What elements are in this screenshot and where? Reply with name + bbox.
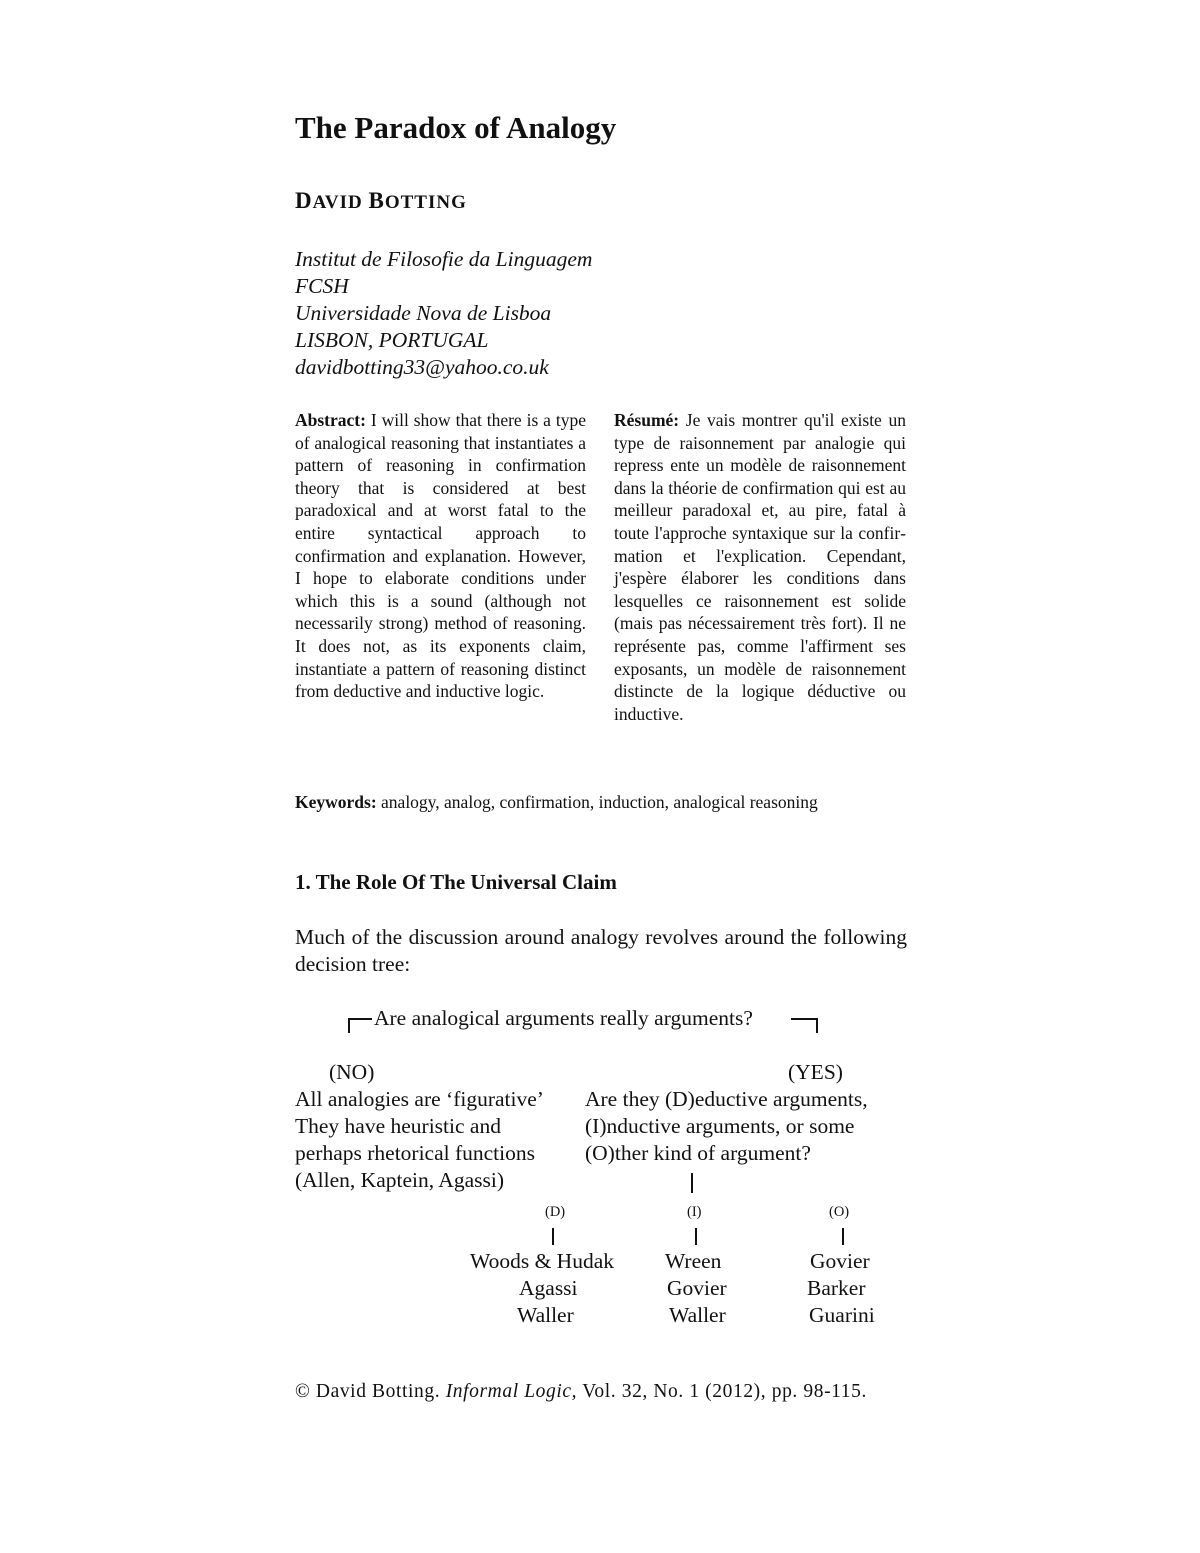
tree-branch-name: Govier [810, 1249, 870, 1273]
tree-branch-name: Govier [667, 1276, 727, 1300]
tree-branch-name: Waller [517, 1303, 574, 1327]
journal-name: Informal Logic, [445, 1381, 578, 1402]
body-paragraph: Much of the discussion around analogy revolves around the following decision tree: [295, 925, 907, 976]
paper-title: The Paradox of Analogy [295, 110, 617, 145]
tree-yes-line: Are they (D)eductive arguments, [585, 1087, 868, 1111]
tree-yes-label: (YES) [788, 1060, 843, 1084]
keywords [295, 792, 818, 813]
abstract-text: I will show that there is a type of analogical reasoning that instantiates a pattern of reasoning in confirmation theory that is considered at best paradoxical and at worst fatal to the entire syntactical approach to confirmation and explanation. However, I hope to elaborate conditions under which this is a sound (although not necessarily strong) method of reasoning. It does not, as its exponents claim, instantiate a pattern of reasoning distinct from deductive and inductive logic. [295, 410, 586, 702]
tree-line [695, 1228, 697, 1245]
keywords-text: analogy, analog, confirmation, induction, analogical reasoning [381, 792, 818, 812]
tree-root-question: Are analogical arguments really arguments? [374, 1006, 753, 1030]
tree-line [348, 1018, 350, 1033]
tree-yes-line: (O)ther kind of argument? [585, 1141, 811, 1165]
tree-branch-name: Guarini [809, 1303, 875, 1327]
tree-branch-name: Agassi [519, 1276, 578, 1300]
tree-no-line: They have heuristic and [295, 1114, 501, 1138]
tree-line [791, 1018, 817, 1020]
citation-prefix: © David Botting. [295, 1381, 446, 1402]
tree-branch-name: Woods & Hudak [470, 1249, 614, 1273]
affiliation-line: Institut de Filosofie da Linguagem [295, 247, 593, 271]
tree-branch-label: (O) [829, 1204, 850, 1220]
tree-line [842, 1228, 844, 1245]
section-heading: 1. The Role Of The Universal Claim [295, 870, 617, 894]
tree-line [348, 1018, 372, 1020]
affiliation-line: LISBON, PORTUGAL [295, 328, 489, 352]
tree-yes-line: (I)nductive arguments, or some [585, 1114, 855, 1138]
affiliation-block [295, 246, 592, 381]
affiliation-line: FCSH [295, 274, 349, 298]
tree-branch-name: Waller [669, 1303, 726, 1327]
affiliation-line: Universidade Nova de Lisboa [295, 301, 552, 325]
tree-branch-name: Wreen [665, 1249, 722, 1273]
keywords-label: Keywords: [295, 792, 377, 812]
tree-no-label: (NO) [329, 1060, 375, 1084]
tree-branch-name: Barker [807, 1276, 866, 1300]
abstract-french [614, 409, 906, 725]
citation-suffix: Vol. 32, No. 1 (2012), pp. 98-115. [577, 1381, 867, 1402]
resume-label: Résumé: [614, 410, 680, 430]
abstract-english [295, 409, 586, 703]
tree-branch-label: (I) [687, 1204, 702, 1220]
abstract-label: Abstract: [295, 410, 366, 430]
tree-line [816, 1018, 818, 1033]
tree-no-line: All analogies are ‘figurative’ [295, 1087, 544, 1111]
tree-line [691, 1173, 693, 1193]
citation-footer [295, 1381, 867, 1403]
tree-no-line: perhaps rhetorical functions [295, 1141, 535, 1165]
tree-branch-label: (D) [545, 1204, 566, 1220]
author-name: DAVID BOTTING [295, 188, 467, 213]
tree-no-line: (Allen, Kaptein, Agassi) [295, 1168, 504, 1192]
author-email: davidbotting33@yahoo.co.uk [295, 355, 549, 379]
tree-line [552, 1228, 554, 1245]
resume-text: Je vais montrer qu'il existe un type de raisonnement par analogie qui repress ente un modèle de raisonnement dans la théorie de confirmation qui est au meilleur paradoxal et, au pire, fatal à toute l'approche syntaxique sur la confirmation et l'explication. Cependant, j'espère élaborer les conditions dans lesquelles ce raisonnement est solide (mais pas nécessairement très fort). Il ne représente pas, comme l'affirment ses exposants, un modèle de raisonnement distincte de la logique déductive ou inductive. [614, 410, 906, 724]
